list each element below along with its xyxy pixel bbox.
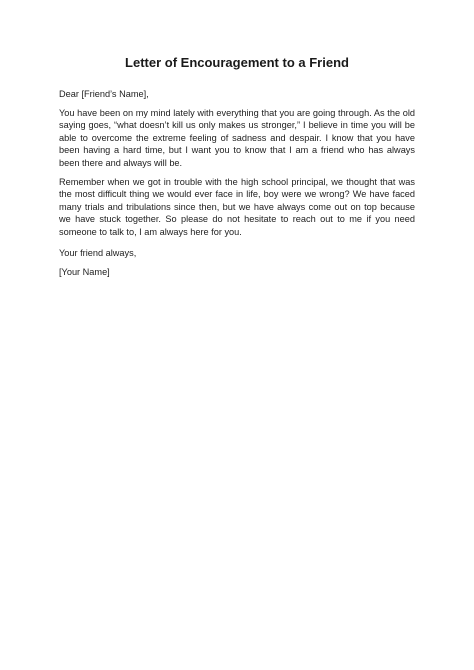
letter-salutation: Dear [Friend’s Name], xyxy=(59,89,149,99)
letter-paragraph-2: Remember when we got in trouble with the high school principal, we thought that was the most difficult thing we would ever face in life, boy were we wrong? We have faced many trials and tribulations since then, but we have always come out on top because we have stuck together. So please do not hesitate to reach out to me if you need someone to talk to, I am always here for you. xyxy=(59,177,415,237)
letter-closing: Your friend always, xyxy=(59,248,137,259)
letter-signature: [Your Name] xyxy=(59,267,110,278)
letter-paragraph-1: You have been on my mind lately with everything that you are going through. As the old saying goes, “what doesn’t kill us only makes us stronger,” I believe in time you will be able to overcome the extreme feeling of sadness and despair. I know that you have been having a hard time, but I want you to know that I am a friend who has always been there and always will be. xyxy=(59,108,415,168)
page-title: Letter of Encouragement to a Friend xyxy=(125,55,349,70)
